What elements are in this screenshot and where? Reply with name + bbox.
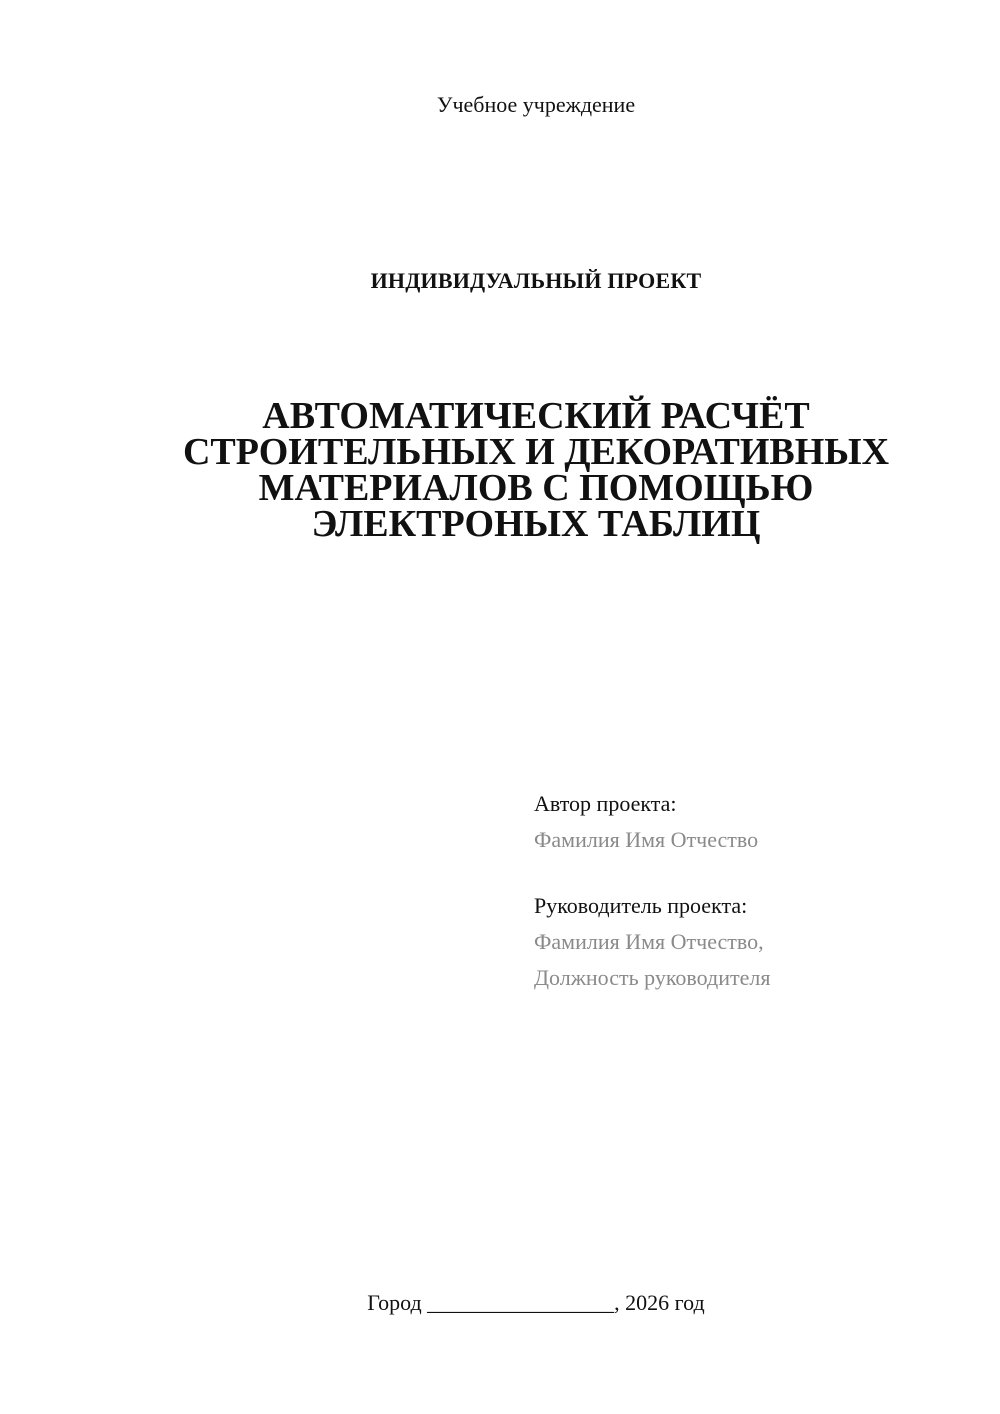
project-title-line: ЭЛЕКТРОНЫХ ТАБЛИЦ: [311, 503, 761, 545]
supervisor-position: Должность руководителя: [534, 965, 771, 990]
author-name: Фамилия Имя Отчество: [534, 827, 759, 852]
meta-spacer: [534, 858, 974, 888]
supervisor-name: Фамилия Имя Отчество,: [534, 929, 764, 954]
author-label: Автор проекта:: [534, 791, 677, 816]
institution-name: Учебное учреждение: [436, 92, 636, 117]
project-type-heading: ИНДИВИДУАЛЬНЫЙ ПРОЕКТ: [370, 268, 702, 293]
project-title-line: МАТЕРИАЛОВ С ПОМОЩЬЮ: [258, 467, 814, 509]
project-meta-block: [534, 786, 974, 996]
city-year-footer: Город _________________, 2026 год: [367, 1290, 705, 1315]
supervisor-label: Руководитель проекта:: [534, 893, 748, 918]
project-title: [0, 395, 1000, 545]
project-title-line: СТРОИТЕЛЬНЫХ И ДЕКОРАТИВНЫХ: [182, 431, 890, 473]
project-title-line: АВТОМАТИЧЕСКИЙ РАСЧЁТ: [262, 395, 810, 437]
